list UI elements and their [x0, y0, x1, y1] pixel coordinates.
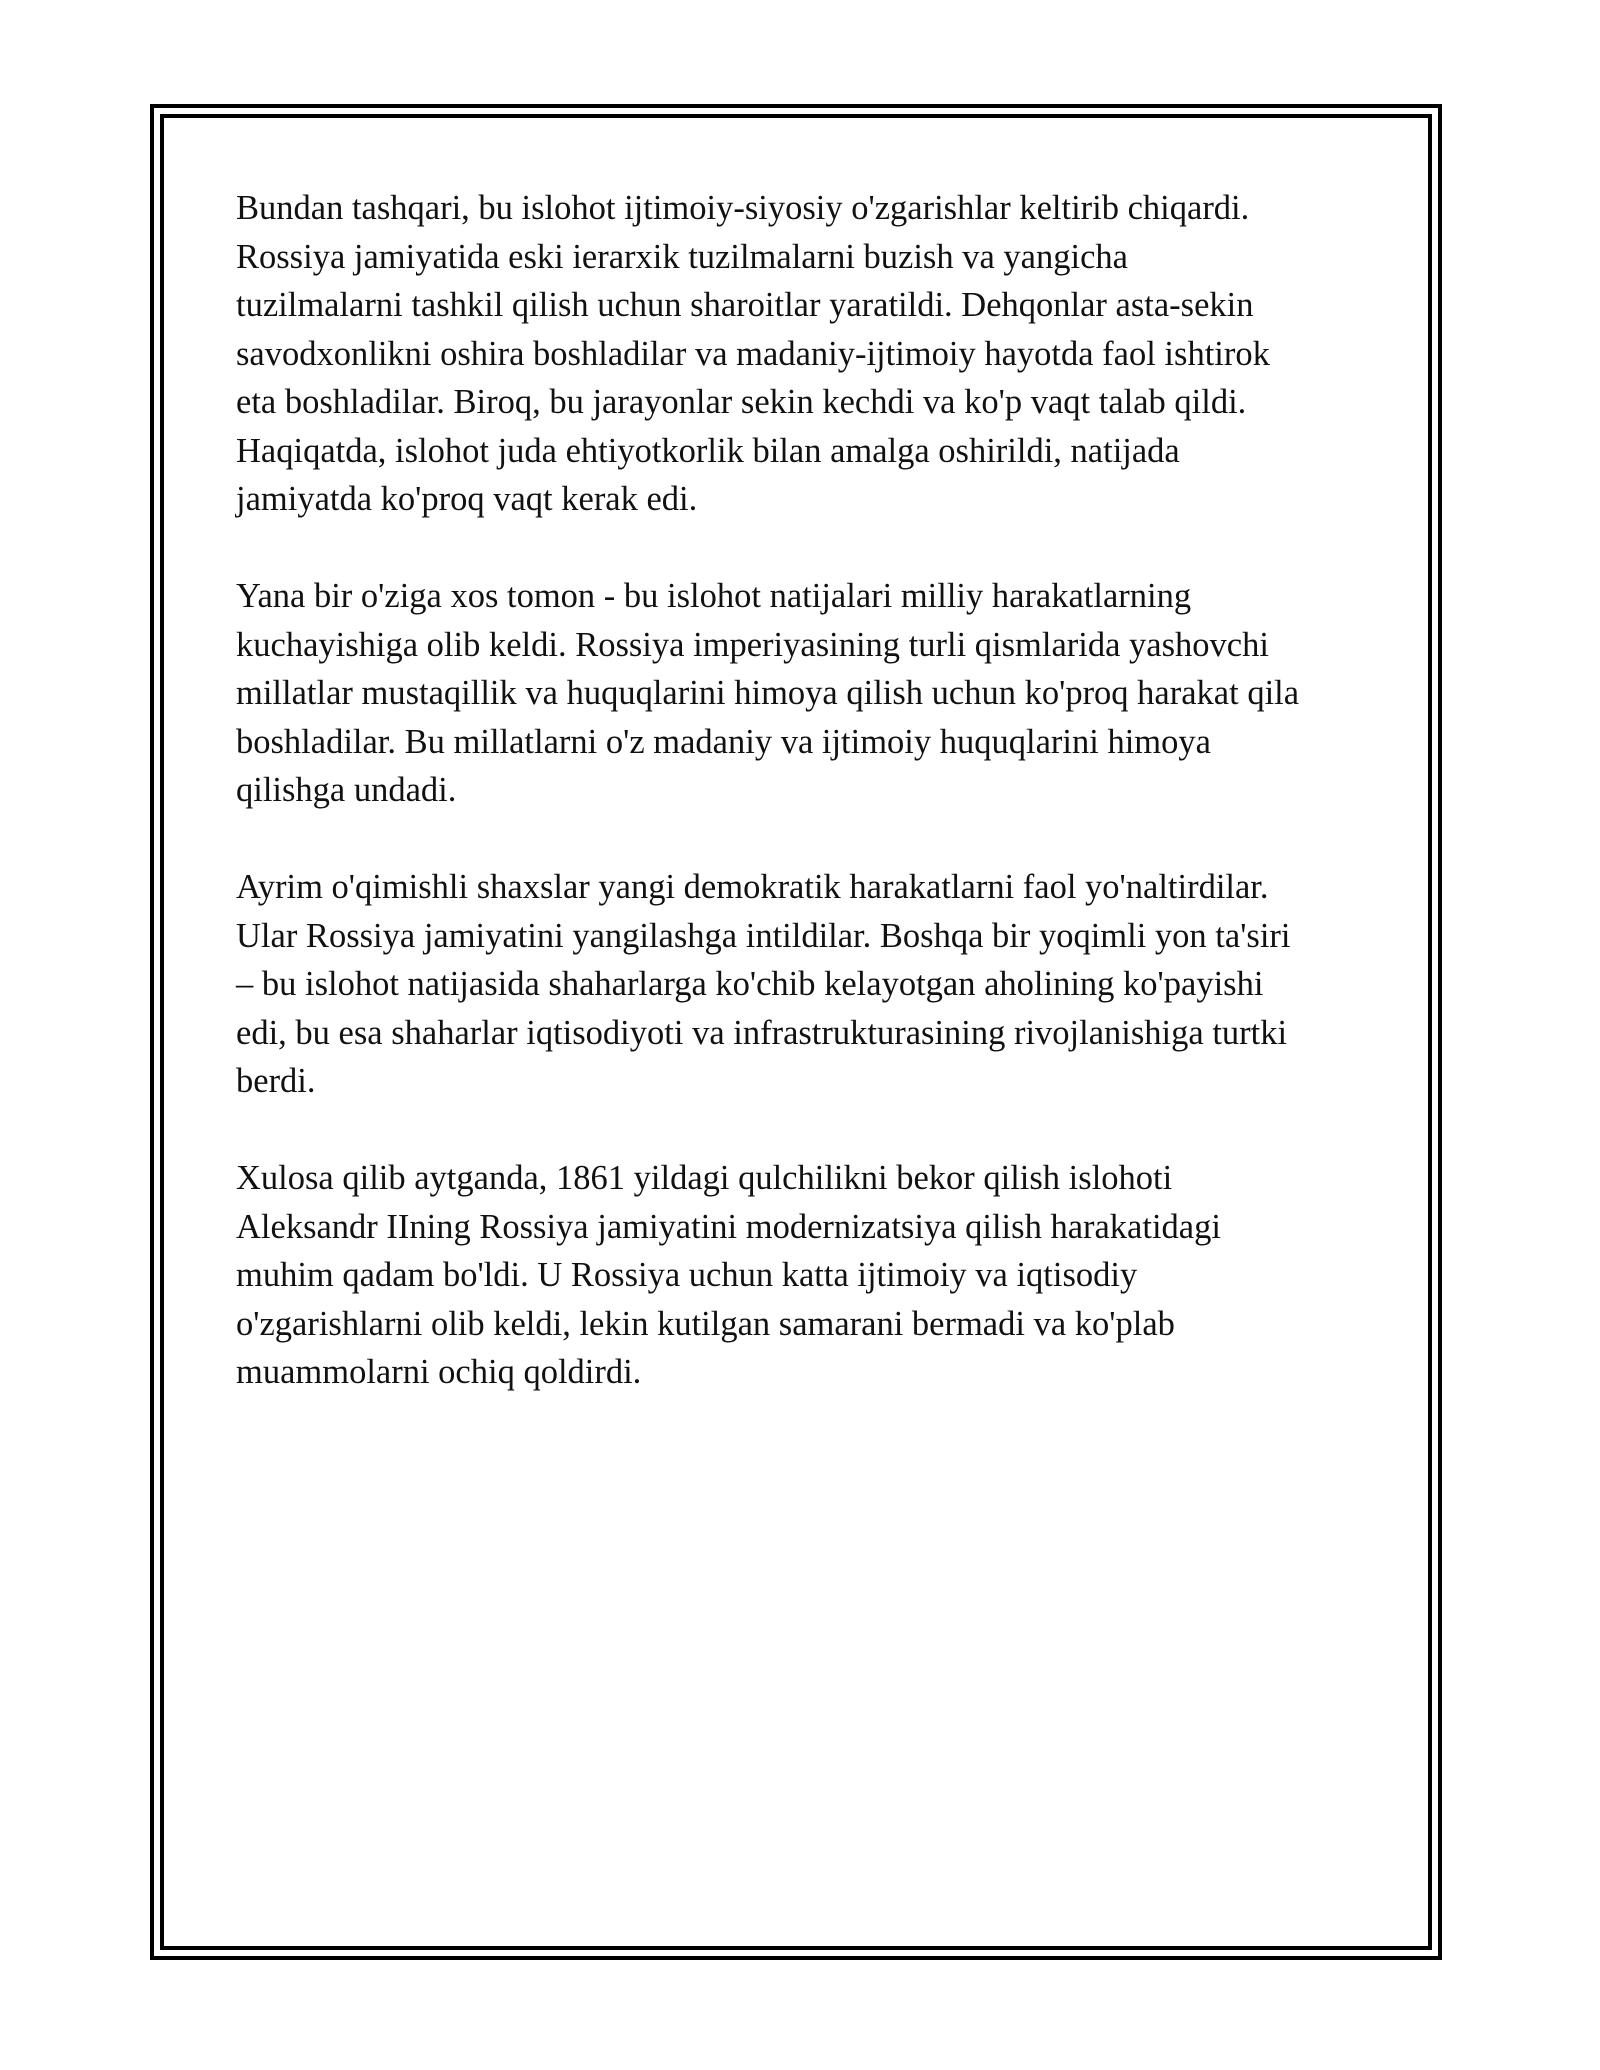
paragraph-1: Bundan tashqari, bu islohot ijtimoiy-siyosiy o'zgarishlar keltirib chiqardi. Rossiya jamiyatida eski ierarxik tuzilmalarni buzish va yangicha tuzilmalarni tashkil qilish uchun sharoitlar yaratildi. Dehqonlar asta-sekin savodxonlikni oshira boshladilar va madaniy-ijtimoiy hayotda faol ishtirok eta boshladilar. Biroq, bu jarayonlar sekin kechdi va ko'p vaqt talab qildi. Haqiqatda, islohot juda ehtiyotkorlik bilan amalga oshirildi, natijada jamiyatda ko'proq vaqt kerak edi. — [236, 189, 1270, 518]
paragraph-2: Yana bir o'ziga xos tomon - bu islohot natijalari milliy harakatlarning kuchayishiga olib keldi. Rossiya imperiyasining turli qismlarida yashovchi millatlar mustaqillik va huquqlarini himoya qilish uchun ko'proq harakat qila boshladilar. Bu millatlarni o'z madaniy va ijtimoiy huquqlarini himoya qilishga undadi. — [236, 577, 1300, 809]
paragraph-3: Ayrim o'qimishli shaxslar yangi demokratik harakatlarni faol yo'naltirdilar. Ular Rossiya jamiyatini yangilashga intildilar. Boshqa bir yoqimli yon ta'siri – bu islohot natijasida shaharlarga ko'chib kelayotgan aholining ko'payishi edi, bu esa shaharlar iqtisodiyoti va infrastrukturasining rivojlanishiga turtki berdi. — [236, 868, 1291, 1100]
paragraph-4: Xulosa qilib aytganda, 1861 yildagi qulchilikni bekor qilish islohoti Aleksandr IIning Rossiya jamiyatini modernizatsiya qilish harakatidagi muhim qadam bo'ldi. U Rossiya uchun katta ijtimoiy va iqtisodiy o'zgarishlarni olib keldi, lekin kutilgan samarani bermadi va ko'plab muammolarni ochiq qoldirdi. — [236, 1159, 1221, 1391]
document-body — [236, 184, 1376, 1445]
